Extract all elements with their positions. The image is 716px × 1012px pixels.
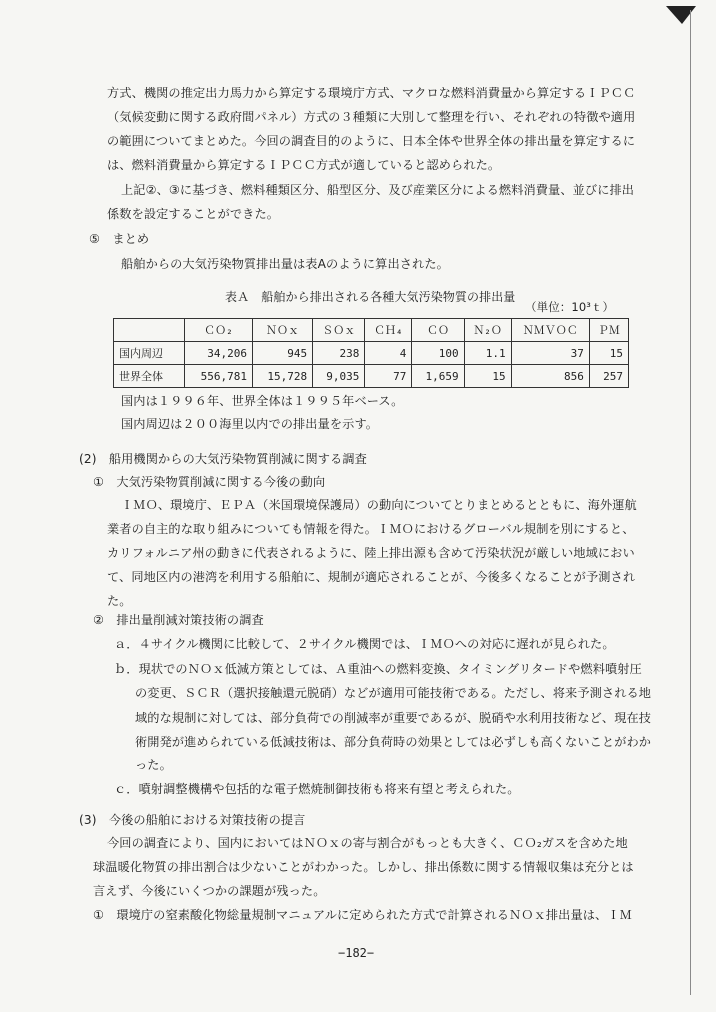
table-row <box>114 342 629 365</box>
table-header-cell: ＳＯｘ <box>313 319 365 342</box>
table-cell: 15,728 <box>252 365 312 388</box>
table-header-cell: ＣＯ <box>412 319 464 342</box>
corner-fold-mark-icon <box>664 4 698 26</box>
table-cell: 15 <box>464 365 511 388</box>
table-cell: 556,781 <box>185 365 253 388</box>
body-text-line: （気候変動に関する政府間パネル）方式の３種類に大別して整理を行い、それぞれの特徴や適用 <box>107 110 636 124</box>
table-cell: 257 <box>589 365 628 388</box>
table-header-cell <box>114 319 185 342</box>
table-cell: 1.1 <box>464 342 511 365</box>
list-item: ｂ．現状でのＮＯｘ低減方策としては、Ａ重油への燃料変換、タイミングリタードや燃料噴射圧 <box>114 662 642 676</box>
body-text-line: 係数を設定することができた。 <box>107 207 280 221</box>
table-header-cell: ＣＯ₂ <box>185 319 253 342</box>
table-note: 国内は１９９６年、世界全体は１９９５年ベース。 <box>121 394 404 408</box>
list-item: ① 環境庁の窒素酸化物総量規制マニュアルに定められた方式で計算されるＮＯｘ排出量は、ＩＭ <box>93 908 632 922</box>
body-text-line: 言えず、今後にいくつかの課題が残った。 <box>93 884 326 898</box>
body-text-line: カリフォルニア州の動きに代表されるように、陸上排出源も含めて汚染状況が厳しい地域におい <box>107 546 635 560</box>
emissions-table <box>113 318 629 388</box>
body-text-line: は、燃料消費量から算定するＩＰＣＣ方式が適していると認められた。 <box>107 158 501 172</box>
table-header-cell: Ｎ₂Ｏ <box>464 319 511 342</box>
body-text-line: 術開発が進められている低減技術は、部分負荷時の効果としては必ずしも高くないことがわか <box>135 735 652 749</box>
table-unit: （単位：10³ｔ） <box>525 300 615 314</box>
table-cell: 945 <box>252 342 312 365</box>
table-cell: 77 <box>365 365 412 388</box>
body-text-line: 域的な規制に対しては、部分負荷での削減率が重要であるが、脱硝や水利用技術など、現在技 <box>135 711 652 725</box>
list-item: ｃ．噴射調整機構や包括的な電子燃焼制御技術も将来有望と考えられた。 <box>114 782 520 796</box>
section-heading: ⑤ まとめ <box>89 232 150 246</box>
subsection-heading: ② 排出量削減対策技術の調査 <box>93 613 264 627</box>
table-cell: 100 <box>412 342 464 365</box>
section-heading: (2) 船用機関からの大気汚染物質削減に関する調査 <box>79 452 367 466</box>
table-cell: 4 <box>365 342 412 365</box>
table-header-cell: ＰＭ <box>589 319 628 342</box>
body-text-line: ＩＭＯ、環境庁、ＥＰＡ（米国環境保護局）の動向についてとりまとめるとともに、海外運航 <box>121 498 637 512</box>
body-text-line: 船舶からの大気汚染物質排出量は表Aのように算出された。 <box>121 257 449 271</box>
body-text-line: の変更、ＳＣＲ（選択接触還元脱硝）などが適用可能技術である。ただし、将来予測される地 <box>135 686 652 700</box>
page-number: −182− <box>338 946 375 960</box>
body-text-line: 業者の自主的な取り組みについても情報を得た。ＩＭＯにおけるグローバル規制を別にすると、 <box>107 522 635 536</box>
body-text-line: た。 <box>107 594 132 608</box>
body-text-line: った。 <box>135 758 172 772</box>
table-cell: 37 <box>511 342 589 365</box>
table-header-row <box>114 319 629 342</box>
table-cell: 1,659 <box>412 365 464 388</box>
table-row-label: 国内周辺 <box>114 342 185 365</box>
binding-edge-line <box>690 10 691 995</box>
table-cell: 856 <box>511 365 589 388</box>
table-row <box>114 365 629 388</box>
section-heading: (3) 今後の船舶における対策技術の提言 <box>79 813 306 827</box>
subsection-heading: ① 大気汚染物質削減に関する今後の動向 <box>93 475 326 489</box>
table-note: 国内周辺は２００海里以内での排出量を示す。 <box>121 417 379 431</box>
table-row-label: 世界全体 <box>114 365 185 388</box>
table-cell: 9,035 <box>313 365 365 388</box>
body-text-line: 上記②、③に基づき、燃料種類区分、船型区分、及び産業区分による燃料消費量、並びに排出 <box>121 183 635 197</box>
table-cell: 34,206 <box>185 342 253 365</box>
table-cell: 238 <box>313 342 365 365</box>
body-text-line: の範囲についてまとめた。今回の調査目的のように、日本全体や世界全体の排出量を算定するに <box>107 134 636 148</box>
body-text-line: 方式、機関の推定出力馬力から算定する環境庁方式、マクロな燃料消費量から算定するＩＰＣＣ <box>107 86 636 100</box>
list-item: ａ．４サイクル機関に比較して、２サイクル機関では、ＩＭＯへの対応に遅れが見られた。 <box>114 637 615 651</box>
table-cell: 15 <box>589 342 628 365</box>
table-caption: 表Ａ 船舶から排出される各種大気汚染物質の排出量 <box>225 290 516 304</box>
table-header-cell: ＮＯｘ <box>252 319 312 342</box>
body-text-line: 球温暖化物質の排出割合は少ないことがわかった。しかし、排出係数に関する情報収集は充分とは <box>93 860 634 874</box>
body-text-line: て、同地区内の港湾を利用する船舶に、規制が適応されることが、今後多くなることが予測され <box>107 570 636 584</box>
body-text-line: 今回の調査により、国内においてはＮＯｘの寄与割合がもっとも大きく、ＣＯ₂ガスを含めた地 <box>107 836 628 850</box>
table-header-cell: ＣＨ₄ <box>365 319 412 342</box>
table-header-cell: ＮＭＶＯＣ <box>511 319 589 342</box>
